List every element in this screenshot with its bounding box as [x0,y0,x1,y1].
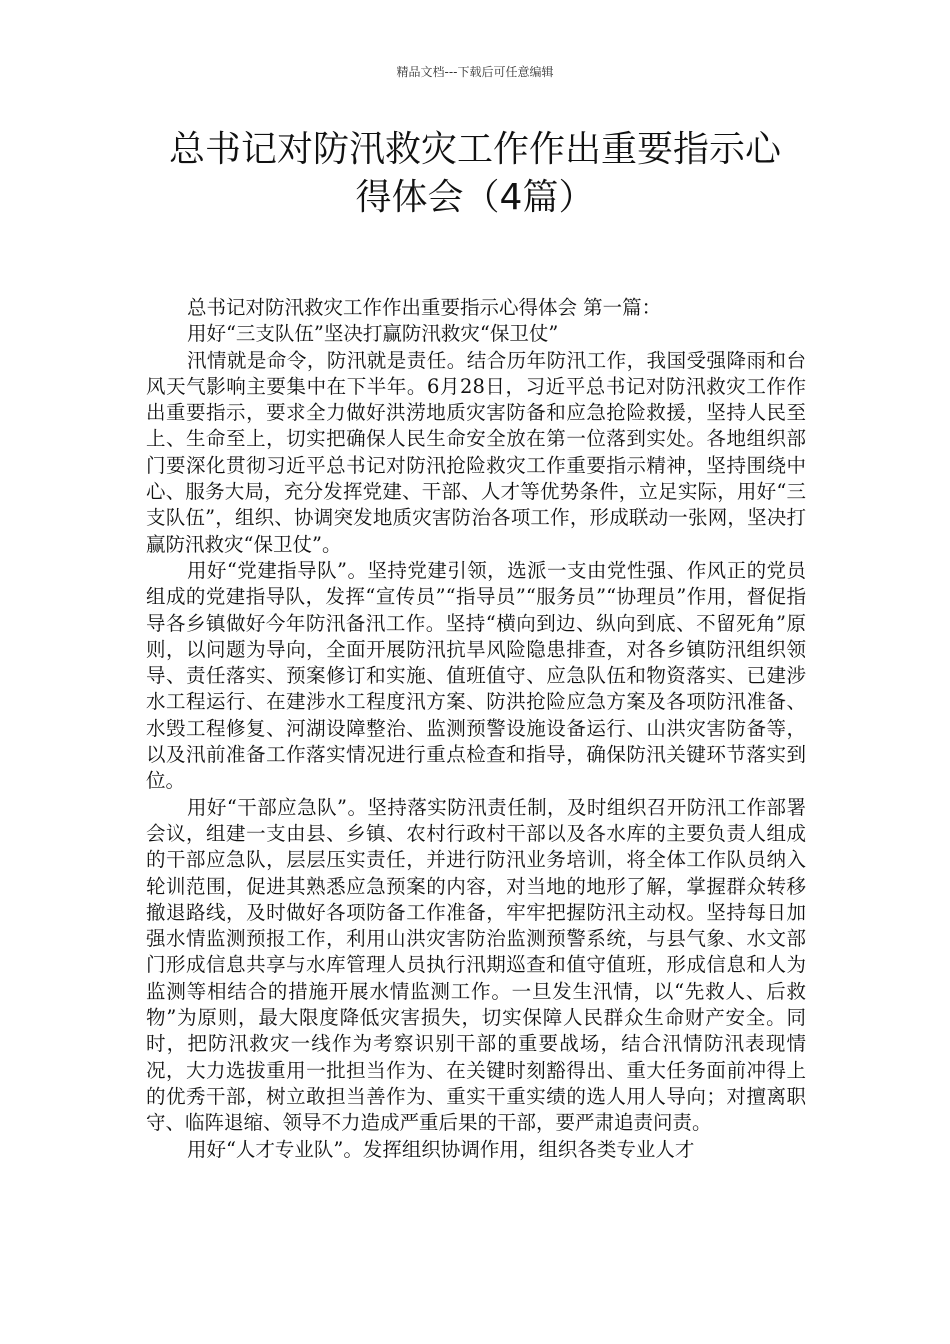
document-body [146,295,806,1163]
paragraph-cadre-emergency-team: 用好“干部应急队”。坚持落实防汛责任制，及时组织召开防汛工作部署会议，组建一支由县、乡镇、农村行政村干部以及各水库的主要负责人组成的干部应急队，层层压实责任，并进行防汛业务培训，将全体工作队员纳入轮训范围，促进其熟悉应急预案的内容，对当地的地形了解，掌握群众转移撤退路线，及时做好各项防备工作准备，牢牢把握防汛主动权。坚持每日加强水情监测预报工作，利用山洪灾害防治监测预警系统，与县气象、水文部门形成信息共享与水库管理人员执行汛期巡查和值守值班，形成信息和人为监测等相结合的措施开展水情监测工作。一旦发生汛情，以“先救人、后救物”为原则，最大限度降低灾害损失，切实保障人民群众生命财产安全。同时，把防汛救灾一线作为考察识别干部的重要战场，结合汛情防汛表现情况，大力选拔重用一批担当作为、在关键时刻豁得出、重大任务面前冲得上的优秀干部，树立敢担当善作为、重实干重实绩的选人用人导向；对擅离职守、临阵退缩、领导不力造成严重后果的干部，要严肃追责问责。 [146,795,806,1135]
paragraph-party-guidance-team: 用好“党建指导队”。坚持党建引领，选派一支由党性强、作风正的党员组成的党建指导队，发挥“宣传员”“指导员”“服务员”“协理员”作用，督促指导各乡镇做好今年防汛备汛工作。坚持“横向到边、纵向到底、不留死角”原则，以问题为导向，全面开展防汛抗旱风险隐患排查，对各乡镇防汛组织领导、责任落实、预案修订和实施、值班值守、应急队伍和物资落实、已建涉水工程运行、在建涉水工程度汛方案、防洪抢险应急方案及各项防汛准备、水毁工程修复、河湖设障整治、监测预警设施设备运行、山洪灾害防备等，以及汛前准备工作落实情况进行重点检查和指导，确保防汛关键环节落实到位。 [146,558,806,793]
article-subtitle: 用好“三支队伍”坚决打赢防汛救灾“保卫仗” [186,322,559,346]
paragraph-talent-team: 用好“人才专业队”。发挥组织协调作用，组织各类专业人才 [186,1137,695,1161]
header-note: 精品文档---下载后可任意编辑 [396,65,554,79]
page-title [140,126,810,222]
title-line-2: 得体会（4篇） [355,177,595,218]
title-line-1: 总书记对防汛救灾工作作出重要指示心 [168,129,781,170]
section-heading: 总书记对防汛救灾工作作出重要指示心得体会 第一篇： [186,296,662,319]
paragraph-intro: 汛情就是命令，防汛就是责任。结合历年防汛工作，我国受强降雨和台风天气影响主要集中在下半年。6月28日，习近平总书记对防汛救灾工作作出重要指示，要求全力做好洪涝地质灾害防备和应急抢险救援，坚持人民至上、生命至上，切实把确保人民生命安全放在第一位落到实处。各地组织部门要深化贯彻习近平总书记对防汛抢险救灾工作重要指示精神，坚持围绕中心、服务大局，充分发挥党建、干部、人才等优势条件，立足实际，用好“三支队伍”，组织、协调突发地质灾害防治各项工作，形成联动一张网，坚决打赢防汛救灾“保卫仗”。 [146,348,806,556]
